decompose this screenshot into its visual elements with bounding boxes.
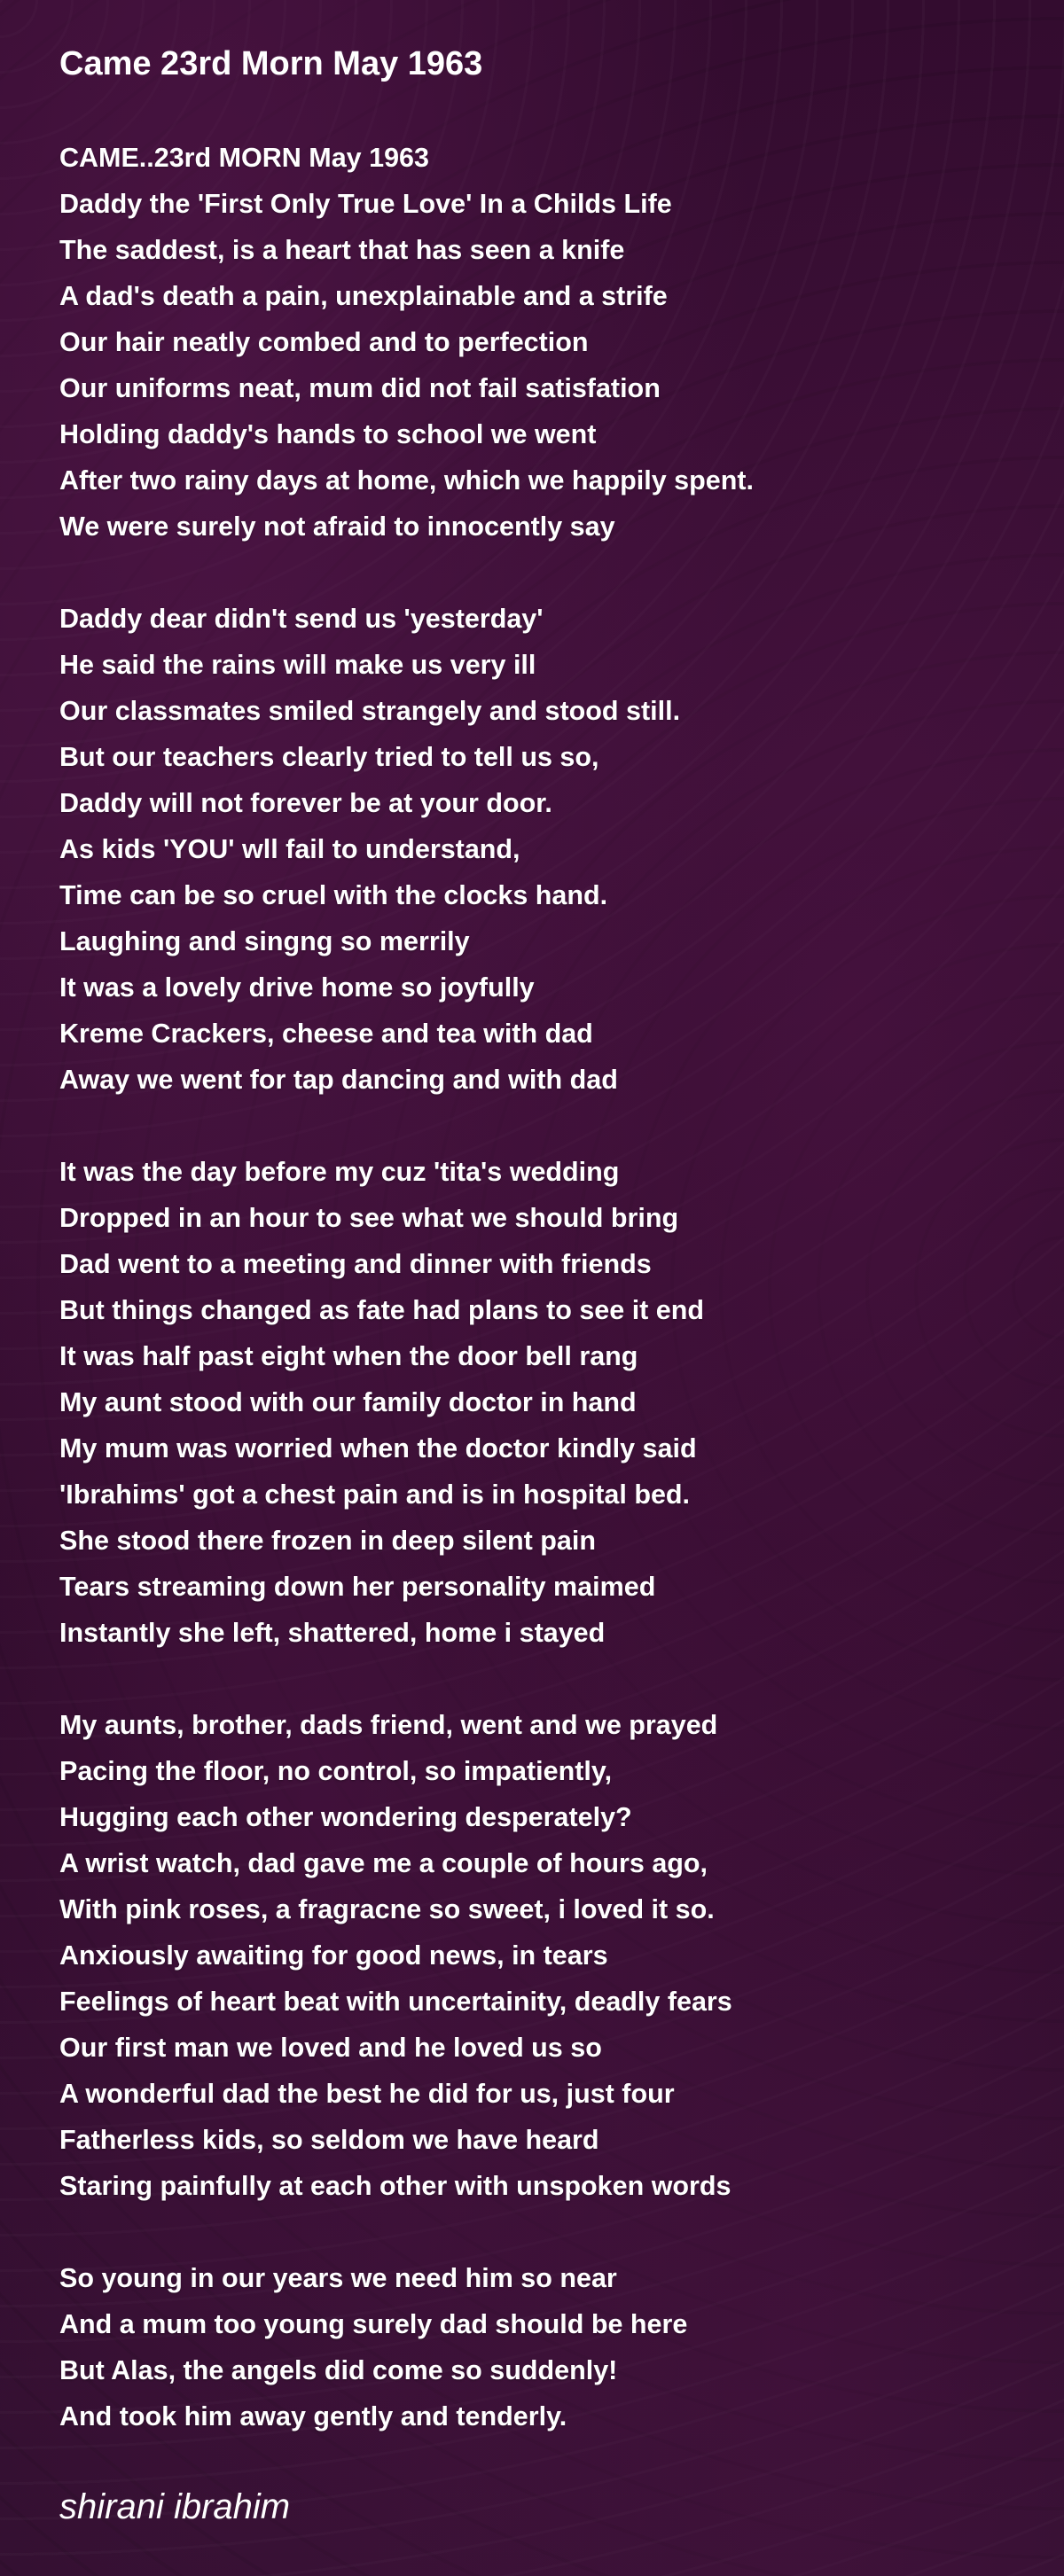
poem-line: A dad's death a pain, unexplainable and a strife [59,281,668,311]
poem-line: My mum was worried when the doctor kindly said [59,1433,697,1464]
poem-line: But our teachers clearly tried to tell us so, [59,742,599,772]
poem-line: It was half past eight when the door bell rang [59,1341,638,1371]
poem-line: My aunts, brother, dads friend, went and we prayed [59,1710,718,1740]
stanza [59,596,1029,1103]
poem-line: After two rainy days at home, which we happily spent. [59,465,754,496]
poem-line: Pacing the floor, no control, so impatiently, [59,1756,613,1786]
poem-line: And took him away gently and tenderly. [59,2401,567,2432]
poem-line: A wrist watch, dad gave me a couple of hours ago, [59,1848,708,1878]
poem-line: With pink roses, a fragracne so sweet, i loved it so. [59,1894,715,1924]
poem-line: Our uniforms neat, mum did not fail satisfation [59,373,661,403]
poem-line: So young in our years we need him so near [59,2263,617,2293]
poem-line: Away we went for tap dancing and with dad [59,1065,618,1095]
poem-line: As kids 'YOU' wll fail to understand, [59,834,520,864]
poem-line: Daddy dear didn't send us 'yesterday' [59,604,544,634]
poem-line: Anxiously awaiting for good news, in tears [59,1940,608,1971]
stanza [59,1149,1029,1656]
poem-body [59,135,1029,2486]
poem-line: Fatherless kids, so seldom we have heard [59,2125,599,2155]
poem-line: Staring painfully at each other with unspoken words [59,2171,732,2201]
poem-line: Holding daddy's hands to school we went [59,419,597,449]
poem-line: Our classmates smiled strangely and stood still. [59,696,681,726]
poem-line: Instantly she left, shattered, home i stayed [59,1618,606,1648]
poem-line: Our hair neatly combed and to perfection [59,327,589,357]
poem-line: He said the rains will make us very ill [59,650,536,680]
poem-line: Feelings of heart beat with uncertainity, deadly fears [59,1987,732,2017]
poem-author: shirani ibrahim [59,2487,291,2526]
poem-line: The saddest, is a heart that has seen a knife [59,235,625,265]
poem-line: 'Ibrahims' got a chest pain and is in hospital bed. [59,1479,691,1510]
poem-title: Came 23rd Morn May 1963 [59,45,483,82]
poem-line: Hugging each other wondering desperately? [59,1802,632,1832]
poem-line: And a mum too young surely dad should be here [59,2309,688,2339]
poem-line: Daddy will not forever be at your door. [59,788,552,818]
stanza [59,135,1029,550]
poem-line: But things changed as fate had plans to see it end [59,1295,705,1325]
poem-line: CAME..23rd MORN May 1963 [59,143,429,173]
poem-line: A wonderful dad the best he did for us, just four [59,2079,675,2109]
poem-line: Tears streaming down her personality maimed [59,1572,656,1602]
poem-line: She stood there frozen in deep silent pain [59,1526,596,1556]
poem-line: We were surely not afraid to innocently say [59,511,615,542]
poem-line: It was a lovely drive home so joyfully [59,972,535,1003]
poem-line: Time can be so cruel with the clocks hand. [59,880,608,910]
poem-line: Dad went to a meeting and dinner with friends [59,1249,652,1279]
poem-line: But Alas, the angels did come so suddenly! [59,2355,618,2385]
poem-line: Laughing and singng so merrily [59,926,470,956]
poem-line: Dropped in an hour to see what we should bring [59,1203,679,1233]
poem-line: Daddy the 'First Only True Love' In a Childs Life [59,189,672,219]
poem-line: Kreme Crackers, cheese and tea with dad [59,1019,593,1049]
stanza [59,2255,1029,2439]
stanza [59,1702,1029,2209]
poem-line: Our first man we loved and he loved us so [59,2033,602,2063]
poem-line: My aunt stood with our family doctor in hand [59,1387,637,1417]
poem-line: It was the day before my cuz 'tita's wedding [59,1157,620,1187]
